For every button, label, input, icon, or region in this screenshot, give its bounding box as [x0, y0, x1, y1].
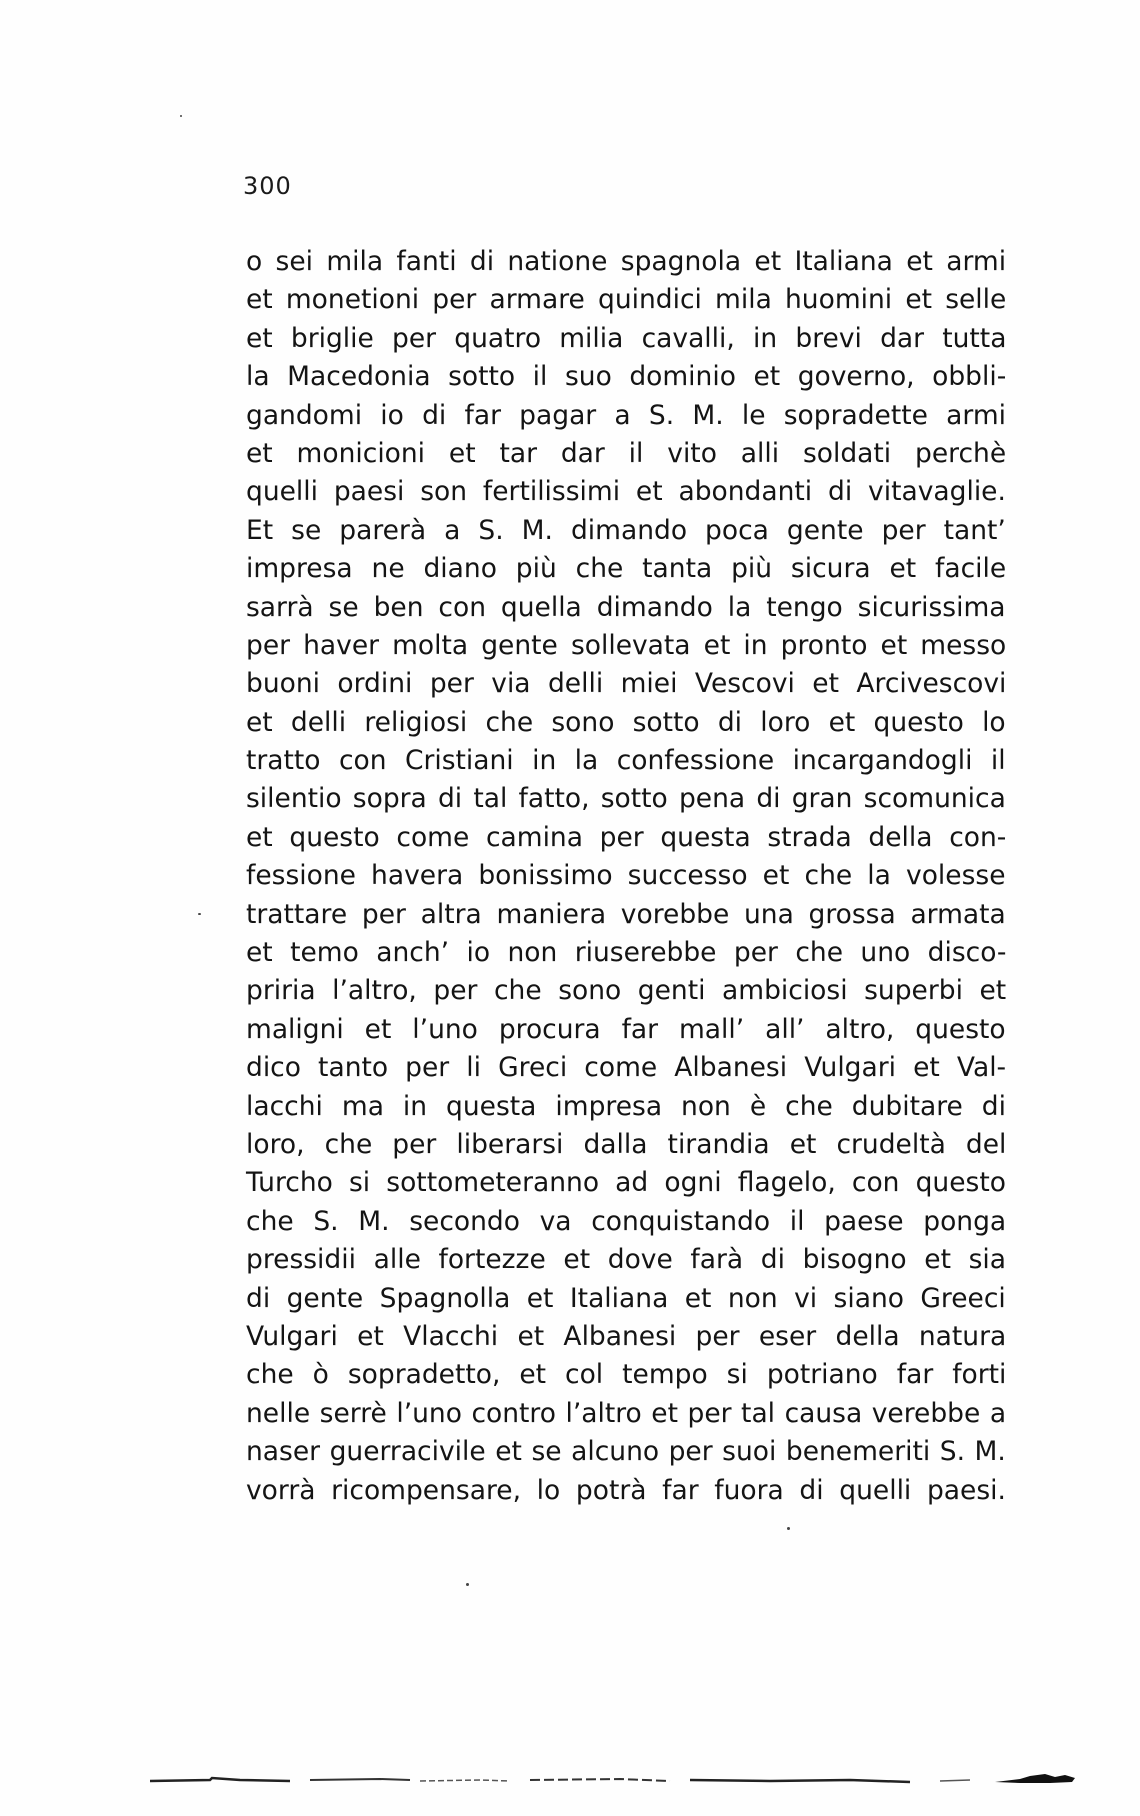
text-line: per haver molta gente sollevata et in pronto et messo	[246, 629, 1007, 661]
text-line: et questo come camina per questa strada della con-	[246, 821, 1007, 853]
text-line: Turcho si sottometeranno ad ogni flagelo, con questo	[246, 1167, 1006, 1199]
text-line: sarrà se ben con quella dimando la tengo sicurissima	[246, 591, 1006, 623]
text-line: quelli paesi son fertilissimi et abondanti di vitavaglie.	[246, 476, 1006, 508]
text-line: dico tanto per li Greci come Albanesi Vulgari et Val-	[246, 1052, 1007, 1084]
text-line: priria l’altro, per che sono genti ambiciosi superbi et	[246, 975, 1007, 1007]
text-line: trattare per altra maniera vorebbe una grossa armata	[246, 898, 1006, 930]
text-line: et monetioni per armare quindici mila huomini et selle	[246, 284, 1007, 316]
text-line: gandomi io di far pagar a S. M. le sopradette armi	[246, 399, 1007, 431]
text-line: impresa ne diano più che tanta più sicura et facile	[246, 553, 1007, 585]
text-line: che S. M. secondo va conquistando il paese ponga	[246, 1205, 1007, 1237]
text-line: che ò sopradetto, et col tempo si potriano far forti	[246, 1359, 1007, 1391]
text-line: et monicioni et tar dar il vito alli soldati perchè	[246, 437, 1007, 469]
text-line: buoni ordini per via delli miei Vescovi et Arcivescovi	[246, 668, 1007, 700]
text-line: o sei mila fanti di natione spagnola et Italiana et armi	[246, 246, 1007, 277]
text-line: et briglie per quatro milia cavalli, in brevi dar tutta	[246, 322, 1007, 354]
text-line: maligni et l’uno procura far mall’ all’ altro, questo	[246, 1013, 1006, 1045]
text-line: naser guerracivile et se alcuno per suoi benemeriti S. M.	[246, 1436, 1006, 1468]
text-line: vorrà ricompensare, lo potrà far fuora di quelli paesi.	[246, 1474, 1006, 1506]
scan-speck	[180, 115, 182, 117]
text-line: Vulgari et Vlacchi et Albanesi per eser della natura	[246, 1320, 1007, 1352]
text-line: di gente Spagnolla et Italiana et non vi siano Greeci	[246, 1282, 1006, 1314]
body-text	[246, 243, 1006, 1510]
scan-speck	[466, 1583, 469, 1586]
text-line: la Macedonia sotto il suo dominio et governo, obbli-	[246, 361, 1007, 393]
text-line: et delli religiosi che sono sotto di loro et questo lo	[246, 706, 1006, 738]
bottom-scan-rule	[150, 1772, 1080, 1786]
bottom-rule-graphic	[150, 1772, 1080, 1786]
text-line: Et se parerà a S. M. dimando poca gente per tant’	[246, 514, 1006, 546]
text-line: fessione havera bonissimo successo et che la volesse	[246, 860, 1006, 892]
page-number: 300	[243, 172, 292, 200]
text-line: pressidii alle fortezze et dove farà di bisogno et sia	[246, 1244, 1007, 1276]
text-line: nelle serrè l’uno contro l’altro et per tal causa verebbe a	[246, 1397, 1007, 1429]
text-line: loro, che per liberarsi dalla tirandia et crudeltà del	[246, 1128, 1007, 1160]
text-line: et temo anch’ io non riuserebbe per che uno disco-	[246, 937, 1007, 969]
text-line: lacchi ma in questa impresa non è che dubitare di	[246, 1090, 1006, 1122]
scan-speck	[787, 1527, 790, 1530]
text-line: tratto con Cristiani in la confessione incargandogli il	[246, 745, 1006, 777]
text-line: silentio sopra di tal fatto, sotto pena di gran scomunica	[246, 783, 1006, 815]
scan-speck	[198, 913, 201, 915]
